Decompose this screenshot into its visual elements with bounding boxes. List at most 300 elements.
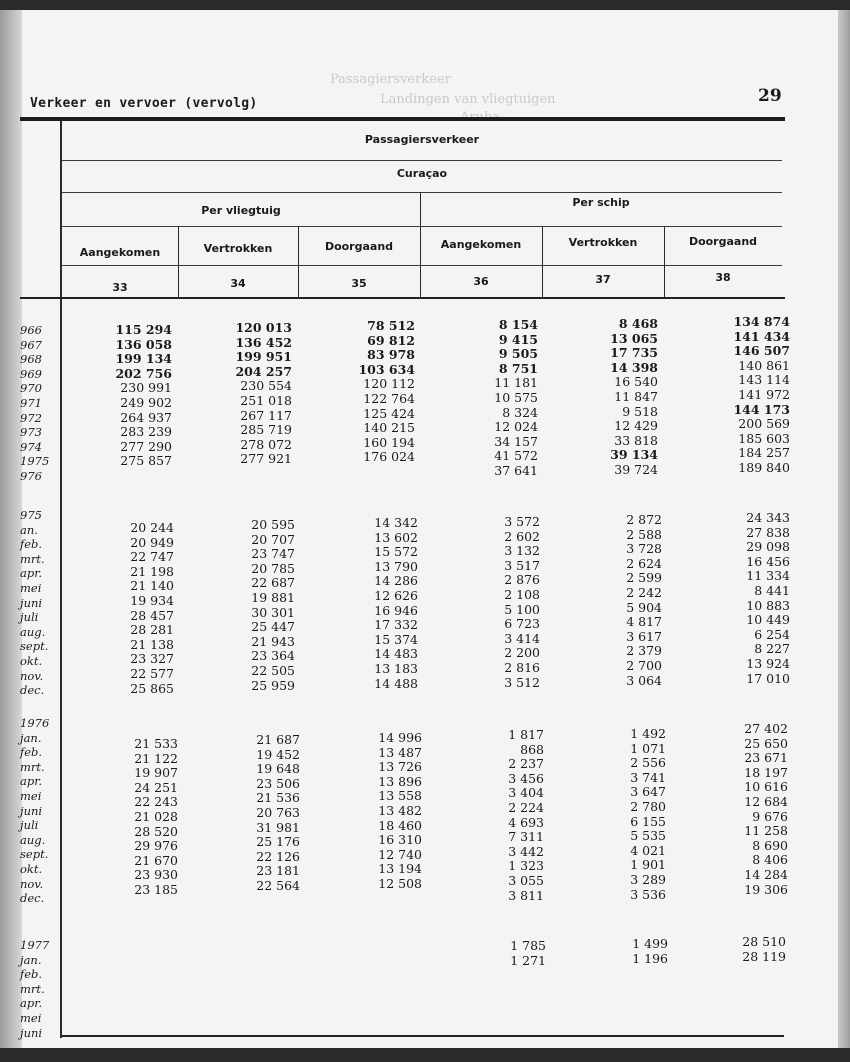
cell: 9 415: [498, 331, 538, 347]
cell: 34 157: [494, 433, 538, 449]
cell: 20 707: [251, 531, 295, 547]
stub-months-1976: [20, 716, 58, 906]
cell: 69 812: [367, 332, 415, 348]
col-number-33: 33: [112, 281, 128, 294]
cell: 1 196: [632, 950, 668, 966]
cell: 22 564: [256, 877, 300, 893]
cell: 3 064: [626, 672, 662, 688]
cell: 9 518: [622, 403, 658, 419]
cell: 12 626: [374, 587, 418, 603]
cell: 2 556: [630, 755, 666, 771]
cell: 11 181: [494, 375, 538, 391]
cell: 275 857: [120, 453, 172, 469]
cell: 2 379: [626, 643, 662, 659]
header-curacao: Curaçao: [396, 167, 448, 180]
annual-col-38: [718, 315, 790, 476]
cell: 13 602: [374, 529, 418, 545]
cell: 3 442: [508, 843, 544, 859]
cell: 21 670: [134, 852, 178, 868]
page-number: 29: [758, 86, 782, 106]
cell: 3 404: [508, 785, 544, 801]
cell: 21 122: [134, 750, 178, 766]
cell: 5 100: [504, 601, 540, 617]
cell: 1 785: [510, 938, 546, 953]
m1975-col-38: [730, 511, 790, 686]
m1976-col-33: [100, 737, 178, 898]
stub-label: 976: [20, 468, 42, 483]
stub-label: 972: [20, 410, 42, 425]
cell: 25 959: [251, 677, 295, 693]
stub-label: 975: [20, 508, 42, 522]
cell: 14 996: [378, 730, 422, 745]
cell: 21 198: [130, 563, 174, 579]
cell: 16 540: [614, 374, 658, 390]
stub-label: 1975: [20, 454, 50, 469]
cell: 24 251: [134, 779, 178, 795]
cell: 1 271: [510, 952, 546, 968]
header-per-schip: Per schip: [572, 196, 630, 209]
cell: 2 700: [626, 657, 662, 673]
cell: 19 881: [251, 589, 295, 605]
cell: 13 194: [378, 861, 422, 877]
col-number-36: 36: [473, 275, 489, 288]
cell: 202 756: [115, 365, 172, 381]
cell: 27 838: [746, 524, 790, 540]
cell: 13 065: [610, 330, 658, 346]
annual-col-37: [590, 317, 658, 478]
cell: 23 364: [251, 648, 295, 664]
cell: 184 257: [738, 445, 790, 461]
cell: 23 185: [134, 881, 178, 897]
cell: 14 286: [374, 573, 418, 589]
cell: 20 595: [251, 517, 295, 532]
cell: 868: [520, 741, 544, 757]
cell: 1 071: [630, 740, 666, 756]
cell: 3 289: [630, 871, 666, 887]
stub-label: nov.: [20, 668, 44, 683]
cell: 1 499: [632, 936, 668, 951]
cell: 5 535: [630, 828, 666, 844]
stub-label: juni: [20, 1025, 43, 1040]
cell: 200 569: [738, 416, 790, 432]
stub-label: feb.: [20, 967, 43, 982]
col-number-37: 37: [595, 273, 611, 286]
stub-label: dec.: [20, 683, 45, 698]
cell: 20 763: [256, 804, 300, 820]
cell: 19 648: [256, 761, 300, 777]
stub-label: aug.: [20, 624, 46, 639]
header-passagiersverkeer: Passagiersverkeer: [364, 133, 480, 146]
cell: 3 536: [630, 886, 666, 902]
cell: 8 751: [498, 360, 538, 376]
cell: 12 740: [378, 846, 422, 862]
stub-label: okt.: [20, 653, 43, 668]
cell: 22 687: [251, 575, 295, 591]
cell: 10 883: [746, 597, 790, 613]
cell: 1 901: [630, 857, 666, 873]
cell: 24 343: [746, 510, 790, 525]
cell: 4 021: [630, 842, 666, 858]
cell: 17 332: [374, 617, 418, 633]
m1977-col-38: [730, 935, 786, 964]
cell: 28 520: [134, 823, 178, 839]
binding-shadow: [0, 10, 22, 1048]
cell: 28 119: [742, 948, 786, 964]
cell: 136 452: [235, 334, 292, 350]
cell: 140 215: [363, 420, 415, 436]
cell: 21 140: [130, 578, 174, 594]
cell: 22 747: [130, 549, 174, 565]
section-title: Verkeer en vervoer (vervolg): [30, 96, 258, 111]
cell: 2 872: [626, 512, 662, 527]
header-rule-4: [62, 265, 782, 266]
cell: 11 334: [746, 568, 790, 584]
stub-label: mrt.: [20, 759, 45, 774]
page-edge: [838, 10, 850, 1048]
stub-label: aug.: [20, 832, 46, 847]
cell: 3 055: [508, 872, 544, 888]
m1976-col-38: [730, 722, 788, 897]
cell: 3 414: [504, 630, 540, 646]
m1976-col-34: [220, 733, 300, 894]
cell: 3 572: [504, 514, 540, 529]
cell: 83 978: [367, 347, 415, 363]
cell: 14 284: [744, 866, 788, 882]
cell: 18 197: [744, 764, 788, 780]
stub-label: an.: [20, 522, 38, 537]
cell: 2 624: [626, 555, 662, 571]
cell: 14 398: [610, 359, 658, 375]
col-header-38: Doorgaand: [688, 235, 758, 248]
cell: 16 946: [374, 602, 418, 618]
cell: 13 183: [374, 660, 418, 676]
cell: 9 676: [752, 808, 788, 824]
stub-label: mei: [20, 1010, 42, 1025]
cell: 2 780: [630, 798, 666, 814]
cell: 14 488: [374, 675, 418, 691]
cell: 278 072: [240, 436, 292, 452]
stub-label: sept.: [20, 847, 49, 862]
table-bottom-rule: [62, 1035, 784, 1037]
stub-label: juni: [20, 595, 43, 610]
cell: 21 138: [130, 636, 174, 652]
cell: 2 242: [626, 584, 662, 600]
cell: 125 424: [363, 405, 415, 421]
m1977-col-36: [490, 939, 546, 968]
cell: 230 554: [240, 378, 292, 394]
cell: 16 456: [746, 553, 790, 569]
header-bottom-rule: [20, 297, 785, 299]
cell: 39 134: [610, 447, 658, 463]
cell: 10 616: [744, 779, 788, 795]
cell: 25 650: [744, 735, 788, 751]
cell: 283 239: [120, 424, 172, 440]
cell: 267 117: [240, 407, 292, 423]
cell: 20 244: [130, 520, 174, 535]
stub-label: nov.: [20, 876, 44, 891]
stub-label: 971: [20, 395, 42, 410]
cell: 20 949: [130, 534, 174, 550]
cell: 22 126: [256, 848, 300, 864]
cell: 28 510: [742, 934, 786, 949]
cell: 8 227: [754, 641, 790, 657]
m1977-col-37: [610, 937, 668, 966]
cell: 23 930: [134, 867, 178, 883]
cell: 3 132: [504, 543, 540, 559]
stub-label: 967: [20, 337, 42, 352]
cell: 14 342: [374, 515, 418, 530]
cell: 176 024: [363, 449, 415, 465]
annual-col-35: [340, 319, 415, 465]
m1975-col-34: [220, 518, 295, 693]
bleed-through-heading: Passagiersverkeer: [330, 72, 451, 87]
cell: 21 028: [134, 808, 178, 824]
cell: 7 311: [508, 829, 544, 845]
annual-col-33: [100, 323, 172, 469]
stub-label: okt.: [20, 861, 43, 876]
m1975-col-36: [480, 515, 540, 690]
col-header-34: Vertrokken: [203, 242, 273, 255]
stub-label: 974: [20, 439, 42, 454]
cell: 199 951: [235, 349, 292, 365]
cell: 1 323: [508, 858, 544, 874]
cell: 28 281: [130, 622, 174, 638]
col-number-35: 35: [351, 277, 367, 290]
cell: 10 449: [746, 612, 790, 628]
stub-label: 1976: [20, 716, 50, 730]
col-header-36: Aangekomen: [440, 238, 522, 251]
cell: 21 533: [134, 736, 178, 751]
cell: 13 487: [378, 744, 422, 760]
cell: 2 237: [508, 756, 544, 772]
stub-label: apr.: [20, 774, 43, 789]
cell: 8 441: [754, 582, 790, 598]
cell: 21 536: [256, 790, 300, 806]
stub-label: feb.: [20, 745, 43, 760]
cell: 8 154: [498, 317, 538, 332]
cell: 22 577: [130, 665, 174, 681]
stub-months-1977: [20, 938, 58, 1040]
cell: 13 558: [378, 788, 422, 804]
stub-label: 970: [20, 381, 42, 396]
header-per-vliegtuig: Per vliegtuig: [201, 204, 281, 217]
cell: 8 324: [502, 404, 538, 420]
cell: 141 972: [738, 386, 790, 402]
stub-label: mrt.: [20, 981, 45, 996]
stub-label: 966: [20, 323, 42, 337]
cell: 23 181: [256, 863, 300, 879]
cell: 189 840: [738, 459, 790, 475]
stub-label: dec.: [20, 891, 45, 906]
header-rule-2: [62, 192, 782, 193]
cell: 27 402: [744, 721, 788, 736]
col-number-34: 34: [230, 277, 246, 290]
cell: 16 310: [378, 832, 422, 848]
cell: 146 507: [733, 343, 790, 359]
m1975-col-33: [100, 521, 174, 696]
cell: 19 934: [130, 592, 174, 608]
scan-bottom-border: [0, 1048, 850, 1062]
cell: 19 907: [134, 765, 178, 781]
cell: 264 937: [120, 409, 172, 425]
cell: 2 816: [504, 659, 540, 675]
cell: 29 098: [746, 539, 790, 555]
cell: 277 921: [240, 451, 292, 467]
cell: 23 506: [256, 775, 300, 791]
stub-label: feb.: [20, 537, 43, 552]
cell: 134 874: [733, 314, 790, 329]
cell: 2 588: [626, 526, 662, 542]
stub-label: mei: [20, 580, 42, 595]
cell: 10 575: [494, 389, 538, 405]
cell: 30 301: [251, 604, 295, 620]
cell: 199 134: [115, 351, 172, 367]
scan-top-border: [0, 0, 850, 10]
m1975-col-35: [340, 516, 418, 691]
stub-label: juni: [20, 803, 43, 818]
col-header-35: Doorgaand: [324, 240, 394, 253]
cell: 15 572: [374, 544, 418, 560]
stub-label: 968: [20, 352, 42, 367]
stub-label: apr.: [20, 566, 43, 581]
cell: 3 517: [504, 557, 540, 573]
cell: 2 876: [504, 572, 540, 588]
header-rule-3: [62, 226, 782, 227]
cell: 285 719: [240, 422, 292, 438]
cell: 2 200: [504, 645, 540, 661]
cell: 23 671: [744, 750, 788, 766]
cell: 8 468: [618, 316, 658, 331]
cell: 6 155: [630, 813, 666, 829]
cell: 2 224: [508, 799, 544, 815]
stub-label: mei: [20, 788, 42, 803]
cell: 22 505: [251, 662, 295, 678]
cell: 8 690: [752, 837, 788, 853]
cell: 28 457: [130, 607, 174, 623]
col-header-33: Aangekomen: [79, 246, 161, 259]
stub-label: apr.: [20, 996, 43, 1011]
header-rule-1: [62, 160, 782, 161]
cell: 78 512: [367, 318, 415, 333]
cell: 3 512: [504, 674, 540, 690]
cell: 1 492: [630, 726, 666, 741]
cell: 25 865: [130, 680, 174, 696]
stub-label: 1977: [20, 938, 50, 952]
cell: 14 483: [374, 646, 418, 662]
cell: 3 811: [508, 887, 544, 903]
cell: 11 847: [614, 388, 658, 404]
cell: 12 429: [614, 418, 658, 434]
stub-months-1975: [20, 508, 58, 698]
bleed-through-subheading: Landingen van vliegtuigen: [380, 92, 556, 107]
col-header-37: Vertrokken: [568, 236, 638, 249]
stub-label: 969: [20, 366, 42, 381]
cell: 4 817: [626, 614, 662, 630]
title-rule: [20, 117, 785, 121]
stub-annual: [20, 323, 58, 484]
cell: 19 452: [256, 746, 300, 762]
cell: 140 861: [738, 357, 790, 373]
cell: 31 981: [256, 819, 300, 835]
cell: 37 641: [494, 462, 538, 478]
m1976-col-35: [340, 731, 422, 892]
stub-label: juli: [20, 818, 39, 833]
cell: 17 010: [746, 670, 790, 686]
cell: 3 647: [630, 784, 666, 800]
cell: 25 447: [251, 619, 295, 635]
cell: 185 603: [738, 430, 790, 446]
cell: 6 254: [754, 626, 790, 642]
cell: 9 505: [498, 346, 538, 362]
cell: 23 747: [251, 546, 295, 562]
cell: 17 735: [610, 345, 658, 361]
cell: 2 599: [626, 570, 662, 586]
cell: 144 173: [733, 401, 790, 417]
cell: 13 790: [374, 558, 418, 574]
stub-label: 973: [20, 425, 42, 440]
col-number-38: 38: [715, 271, 731, 284]
cell: 249 902: [120, 394, 172, 410]
cell: 33 818: [614, 432, 658, 448]
cell: 39 724: [614, 461, 658, 477]
cell: 204 257: [235, 363, 292, 379]
cell: 136 058: [115, 336, 172, 352]
cell: 4 693: [508, 814, 544, 830]
cell: 251 018: [240, 392, 292, 408]
cell: 120 112: [363, 376, 415, 392]
cell: 13 896: [378, 773, 422, 789]
cell: 19 306: [744, 881, 788, 897]
cell: 230 991: [120, 380, 172, 396]
stub-label: mrt.: [20, 551, 45, 566]
cell: 3 728: [626, 541, 662, 557]
cell: 18 460: [378, 817, 422, 833]
cell: 5 904: [626, 599, 662, 615]
cell: 3 741: [630, 769, 666, 785]
cell: 12 024: [494, 419, 538, 435]
cell: 122 764: [363, 390, 415, 406]
cell: 11 258: [744, 823, 788, 839]
cell: 2 108: [504, 586, 540, 602]
cell: 29 976: [134, 838, 178, 854]
cell: 1 817: [508, 727, 544, 742]
cell: 15 374: [374, 631, 418, 647]
cell: 13 924: [746, 655, 790, 671]
annual-col-36: [470, 318, 538, 479]
cell: 2 602: [504, 528, 540, 544]
cell: 23 327: [130, 651, 174, 667]
m1976-col-36: [480, 728, 544, 903]
cell: 143 114: [738, 372, 790, 388]
cell: 120 013: [235, 320, 292, 335]
cell: 12 508: [378, 875, 422, 891]
cell: 13 482: [378, 802, 422, 818]
cell: 22 243: [134, 794, 178, 810]
cell: 141 434: [733, 328, 790, 344]
cell: 277 290: [120, 438, 172, 454]
stub-label: sept.: [20, 639, 49, 654]
cell: 6 723: [504, 616, 540, 632]
cell: 20 785: [251, 560, 295, 576]
cell: 115 294: [115, 322, 172, 337]
cell: 13 726: [378, 759, 422, 775]
cell: 12 684: [744, 793, 788, 809]
cell: 3 456: [508, 770, 544, 786]
cell: 160 194: [363, 434, 415, 450]
m1976-col-37: [600, 727, 666, 902]
cell: 21 687: [256, 732, 300, 747]
stub-label: jan.: [20, 730, 42, 745]
